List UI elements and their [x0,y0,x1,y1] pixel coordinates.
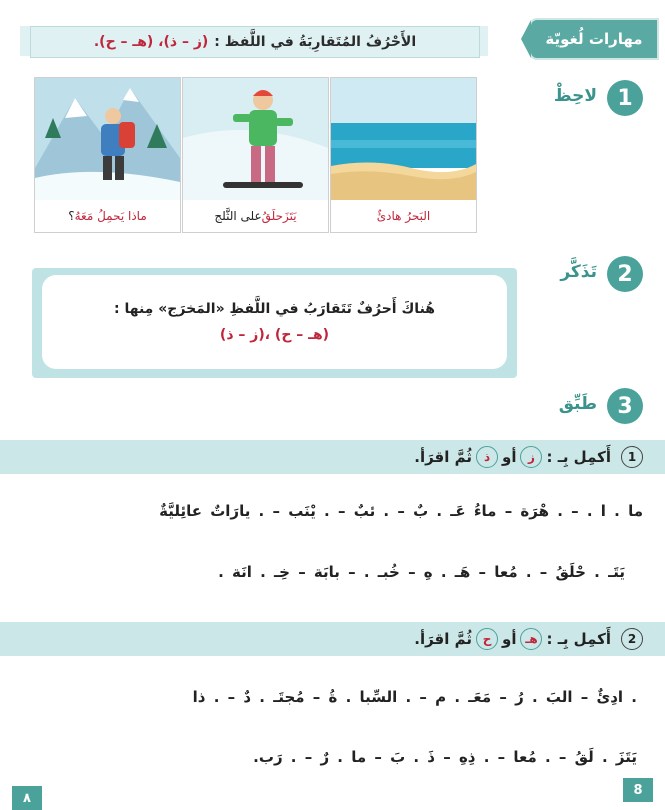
remember-text: هُناكَ أَحرُفٌ تَتَقارَبُ في اللَّفظِ «المَخرَج» مِنها : [114,301,435,317]
exercise2-letter-a: هـ [520,628,542,650]
exercise1-letter-a: ز [520,446,542,468]
exercise1-letter-b: ذ [476,446,498,468]
exercise2-line1: . ادِئٌ – البَ . رُ – مَعَـ . م – . السِّبا . ةُ – مُجتَـ . دٌ – . ذا [192,688,637,706]
exercise2-line2: يَتَزَ . لَقُ – . مُعا – . ذِهِ – ذَ . بَ – ما . رٌ – . رَب. [253,748,637,766]
lesson-title: الأَحْرُفُ المُتَقارِبَةُ في اللَّفظ : [214,34,417,50]
remember-box-inner [42,275,507,369]
caption-snowboarder: يَتَزَحلَقُ على الثَّلج [182,200,329,233]
exercise1-line1: ما . ا . – . هْرَة – ماءُ عَـ . بٌ – . ئبٌ – . يْنَب – . يارَاتٌ عائِليَّةٌ [159,502,643,520]
section-number-3: 3 [607,388,643,424]
remember-box [32,268,517,378]
lesson-letters: (ز – ذ)، (هـ – ح). [93,34,209,50]
section-number-2: 2 [607,256,643,292]
sea-beach-picture [330,77,477,201]
section-label-observe: لاحِظْ [553,86,597,106]
mountain-hiker-picture [34,77,181,201]
section-number-1: 1 [607,80,643,116]
page-number-right: 8 [623,778,653,802]
exercise1-line2: يَتَـ . حْلَقُ – . مُعا – هَـ . هِ – خُبـ . – بابَة – خِـ . انَة . [218,563,625,581]
section-tab-label: مهارات لُغويّة [545,30,643,48]
remember-letters: (ز – ذ)، (هـ – ح) [219,327,330,343]
caption-snowboarder-highlight: يَتَزَحلَقُ [261,209,297,223]
caption-sea [330,200,477,233]
caption-hiker-highlight: ماذا يَحمِلُ مَعَهُ [74,209,147,223]
exercise1-number: 1 [621,446,643,468]
section-label-remember: تَذَكَّر [560,262,597,282]
snowboarder-picture [182,77,329,201]
caption-hiker: ماذا يَحمِلُ مَعَهُ ؟ [34,200,181,233]
page-number-left: ٨ [12,786,42,810]
lesson-title-ribbon [30,26,480,58]
exercise2-letter-b: ح [476,628,498,650]
ribbon-left-end [20,26,30,56]
caption-sea-highlight: البَحرُ هادئٌ [376,209,431,223]
section-label-practice: طَبِّق [558,394,597,414]
exercise2-number: 2 [621,628,643,650]
exercise2-title: 2 أَكمِل بِـ : هـ أو ح ثُمَّ اقرَأ. [414,628,643,650]
exercise1-title: 1 أَكمِل بِـ : ز أو ذ ثُمَّ اقرَأ. [414,446,643,468]
section-tab [531,20,657,58]
